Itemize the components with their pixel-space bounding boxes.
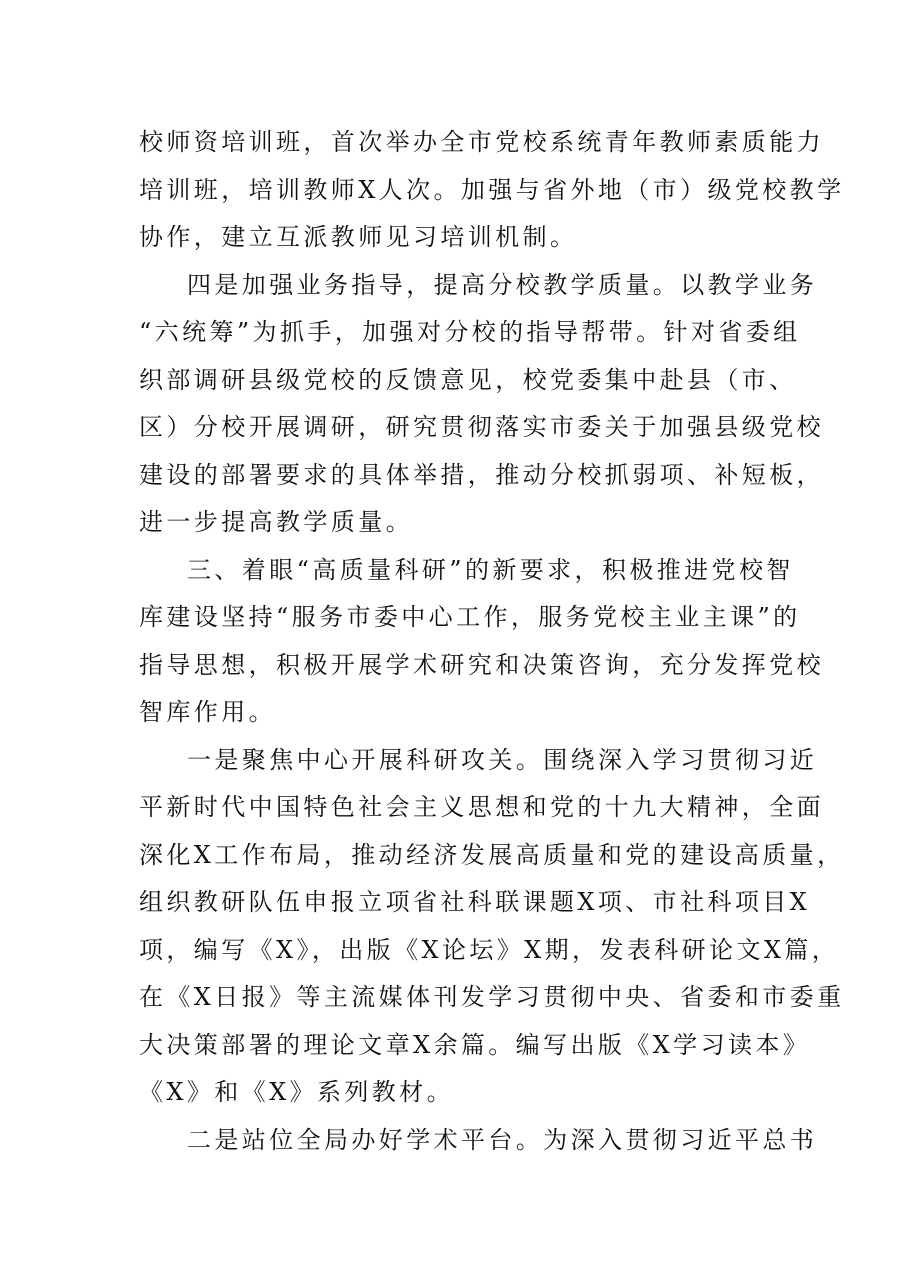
text-line: 项，编写《X》，出版《X论坛》X期，发表科研论文X篇， <box>139 935 840 964</box>
text-line: 校师资培训班，首次举办全市党校系统青年教师素质能力 <box>139 128 824 156</box>
text-line: 指导思想，积极开展学术研究和决策咨询，充分发挥党校 <box>139 650 824 679</box>
text-line: 深化X工作布局，推动经济发展高质量和党的建设高质量， <box>139 840 845 869</box>
text-line: 区）分校开展调研，研究贯彻落实市委关于加强县级党校 <box>139 413 824 441</box>
paragraph-first-line: 四是加强业务指导，提高分校教学质量。以教学业务 <box>187 270 818 299</box>
text-line: 织部调研县级党校的反馈意见，校党委集中赴县（市、 <box>139 365 797 394</box>
text-line: 协作，建立互派教师见习培训机制。 <box>139 223 578 251</box>
text-line: 建设的部署要求的具体举措，推动分校抓弱项、补短板， <box>139 460 824 489</box>
text-line: 智库作用。 <box>139 698 276 726</box>
paragraph-first-line: 一是聚焦中心开展科研攻关。围绕深入学习贯彻习近 <box>187 745 818 774</box>
text-line: 培训班，培训教师X人次。加强与省外地（市）级党校教学 <box>139 175 845 204</box>
text-line: “六统筹”为抓手，加强对分校的指导帮带。针对省委组 <box>139 318 801 346</box>
paragraph-first-line: 二是站位全局办好学术平台。为深入贯彻习近平总书 <box>187 1125 818 1154</box>
text-line: 大决策部署的理论文章X余篇。编写出版《X学习读本》 <box>139 1030 811 1059</box>
text-line: 进一步提高教学质量。 <box>139 508 413 536</box>
text-line: 在《X日报》等主流媒体刊发学习贯彻中央、省委和市委重 <box>139 983 845 1011</box>
text-line: 库建设坚持“服务市委中心工作，服务党校主业主课”的 <box>139 603 801 631</box>
text-line: 组织教研队伍申报立项省社科联课题X项、市社科项目X <box>139 888 811 916</box>
document-body <box>139 119 845 1164</box>
section-heading-line: 三、着眼“高质量科研”的新要求，积极推进党校智 <box>187 555 794 584</box>
text-line: 《X》和《X》系列教材。 <box>139 1078 454 1106</box>
text-line: 平新时代中国特色社会主义思想和党的十九大精神，全面 <box>139 793 824 821</box>
